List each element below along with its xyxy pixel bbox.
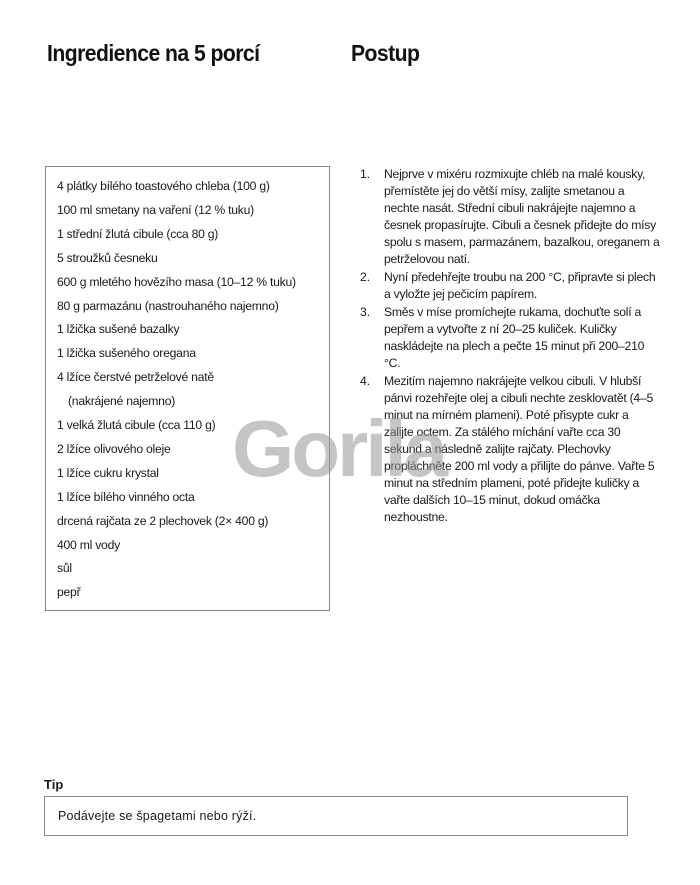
ingredient-item: 1 střední žlutá cibule (cca 80 g): [57, 226, 219, 241]
ingredient-item: 1 lžička sušené bazalky: [57, 322, 180, 337]
tip-box: [44, 796, 628, 836]
watermark-logo: Gorila: [232, 404, 446, 493]
step-number: 2.: [360, 270, 371, 284]
tip-text: Podávejte se špagetami nebo rýží.: [58, 809, 257, 823]
ingredient-item: 1 lžíce cukru krystal: [57, 465, 159, 480]
ingredients-heading: Ingredience na 5 porcí: [47, 40, 260, 66]
ingredient-item: 1 lžíce bílého vinného octa: [57, 489, 195, 504]
ingredient-item: 80 g parmazánu (nastrouhaného najemno): [57, 298, 279, 313]
ingredient-item: 2 lžíce olivového oleje: [57, 441, 171, 456]
step-text: Nyní předehřejte troubu na 200 °C, připravte si plech a vyložte jej pečicím papírem.: [384, 270, 656, 301]
ingredients-box: [45, 166, 330, 611]
step-item: [360, 269, 660, 303]
steps-heading: Postup: [351, 40, 420, 66]
steps-list: [360, 166, 660, 527]
step-text: Mezitím najemno nakrájejte velkou cibuli. V hlubší pánvi rozehřejte olej a cibuli nechte zesklovatět (4–5 minut na mírném plameni). Poté přisypte cukr a zalijte octem. Za stálého míchání vařte cca 30 sekund a následně zalijte rajčaty. Plechovky propláchněte 200 ml vody a přilijte do pánve. Vařte 5 minut na středním plameni, poté přidejte kuličky a vařte dalších 10–15 minut, dokud omáčka nezhoustne.: [384, 374, 655, 524]
step-item: [360, 304, 660, 372]
ingredient-item: 100 ml smetany na vaření (12 % tuku): [57, 202, 254, 217]
step-item: [360, 166, 660, 268]
step-number: 4.: [360, 374, 371, 388]
ingredient-item: 400 ml vody: [57, 537, 120, 552]
ingredient-item: sůl: [57, 561, 72, 576]
ingredient-item: 1 lžička sušeného oregana: [57, 346, 196, 361]
tip-label: Tip: [44, 777, 64, 792]
step-number: 1.: [360, 167, 371, 181]
ingredient-item: pepř: [57, 585, 81, 600]
ingredient-item: 4 plátky bílého toastového chleba (100 g): [57, 179, 270, 193]
ingredient-item: 5 stroužků česneku: [57, 250, 158, 265]
ingredient-item: 600 g mletého hovězího masa (10–12 % tuku): [57, 274, 296, 289]
step-text: Směs v míse promíchejte rukama, dochuťte solí a pepřem a vytvořte z ní 20–25 kuliček. Kuličky naskládejte na plech a pečte 15 minut při 200–210 °C.: [384, 305, 645, 370]
ingredient-item: drcená rajčata ze 2 plechovek (2× 400 g): [57, 513, 269, 528]
ingredient-item: 1 velká žlutá cibule (cca 110 g): [57, 418, 216, 432]
step-item: [360, 373, 660, 526]
ingredient-item: (nakrájené najemno): [68, 394, 176, 409]
step-text: Nejprve v mixéru rozmixujte chléb na malé kousky, přemístěte jej do větší mísy, zalijte smetanou a nechte nasát. Střední cibuli nakrájejte najemno a česnek propasírujte. Cibuli a česnek přidejte do mísy spolu s masem, parmazánem, bazalkou, oreganem a petrželovou natí.: [384, 167, 660, 266]
ingredient-item: 4 lžíce čerstvé petrželové natě: [57, 370, 214, 385]
step-number: 3.: [360, 305, 371, 319]
